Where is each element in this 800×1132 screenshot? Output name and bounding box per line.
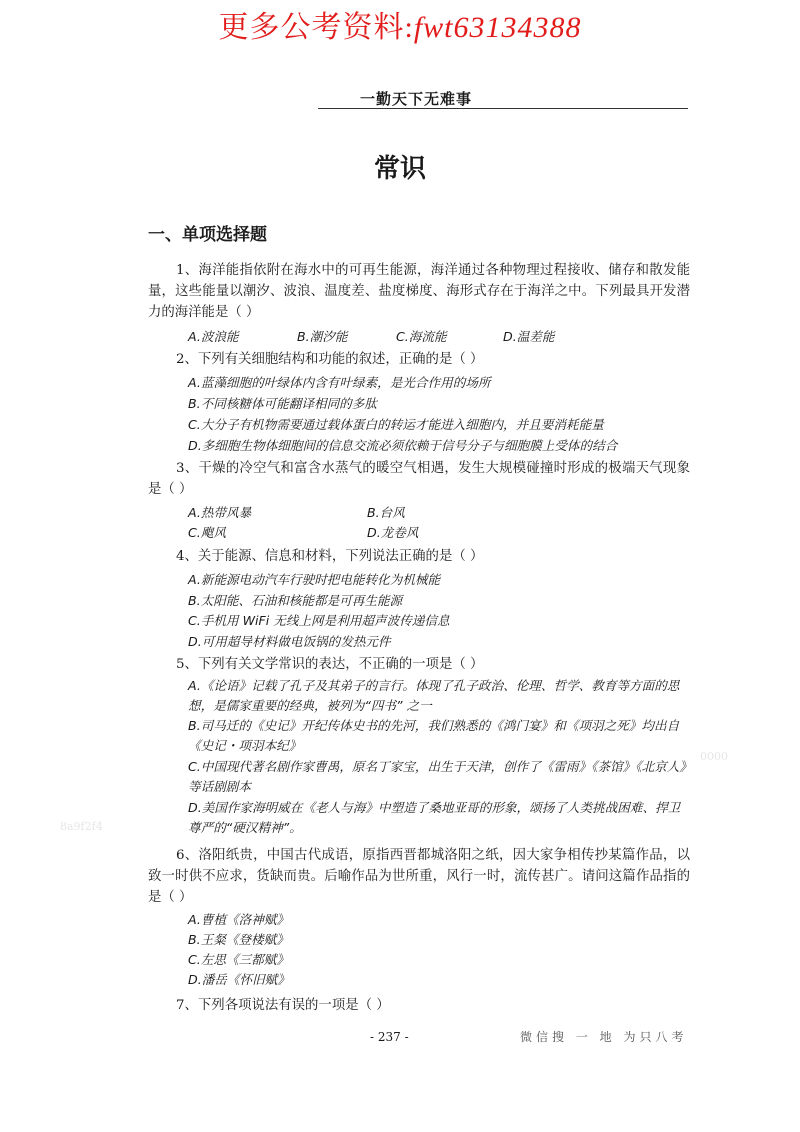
option: A.新能源电动汽车行驶时把电能转化为机械能 (188, 572, 441, 587)
question-6 (148, 845, 690, 908)
option: B.太阳能、石油和核能都是可再生能源 (188, 593, 403, 608)
question-stem: 1、海洋能指依附在海水中的可再生能源，海洋通过各种物理过程接收、储存和散发能量，这些能量以潮汐、波浪、温度差、盐度梯度、海形式存在于海洋之中。下列最具开发潜力的海洋能是（ ） (148, 263, 690, 320)
header-motto: 一勤天下无难事 (360, 90, 473, 108)
question-stem: 3、干燥的冷空气和富含水蒸气的暖空气相遇，发生大规模碰撞时形成的极端天气现象是（ ） (148, 461, 690, 497)
option: C.海流能 (396, 329, 447, 344)
question-stem: 5、下列有关文学常识的表达，不正确的一项是（ ） (176, 657, 484, 672)
option: C.中国现代著名剧作家曹禺，原名丁家宝，出生于天津，创作了《雷雨》《茶馆》《北京人》等话剧剧本 (188, 759, 686, 794)
option: D.龙卷风 (367, 525, 419, 540)
option: C.大分子有机物需要通过载体蛋白的转运才能进入细胞内，并且要消耗能量 (188, 417, 604, 432)
question-stem: 2、下列有关细胞结构和功能的叙述，正确的是（ ） (176, 352, 484, 367)
option: B.王粲《登楼赋》 (188, 932, 289, 947)
option: C.手机用 WiFi 无线上网是利用超声波传递信息 (188, 613, 450, 628)
question-1 (148, 260, 690, 323)
option: B.台风 (367, 505, 405, 520)
option: D.潘岳《怀旧赋》 (188, 972, 290, 987)
question-3 (148, 458, 690, 500)
question-stem: 4、关于能源、信息和材料，下列说法正确的是（ ） (176, 549, 484, 564)
section-heading: 一、单项选择题 (148, 225, 267, 245)
page-title: 常识 (373, 154, 426, 184)
option: A.蓝藻细胞的叶绿体内含有叶绿素，是光合作用的场所 (188, 375, 491, 390)
question-5 (148, 654, 690, 675)
option: D.可用超导材料做电饭锅的发热元件 (188, 634, 391, 649)
option: B.不同核糖体可能翻译相同的多肽 (188, 396, 377, 411)
footer-faint-text: 微信搜 一 地 为只八考 (520, 1030, 688, 1044)
option: C.飑风 (188, 525, 226, 540)
option: B.潮汐能 (297, 329, 348, 344)
question-7 (148, 995, 690, 1016)
banner-prefix: 更多公考资料: (218, 11, 414, 44)
question-stem: 6、洛阳纸贵，中国古代成语，原指西晋都城洛阳之纸，因大家争相传抄某篇作品，以致一时供不应求，货缺而贵。后喻作品为世所重，风行一时，流传甚广。请问这篇作品指的是（ ） (148, 848, 690, 905)
header-rule (318, 108, 688, 109)
option: A.热带风暴 (188, 505, 252, 520)
watermark-text: 0000 (700, 750, 728, 763)
option: C.左思《三都赋》 (188, 952, 289, 967)
question-4 (148, 546, 690, 567)
watermark-text: 8a9f2f4 (60, 820, 103, 833)
option: D.多细胞生物体细胞间的信息交流必须依赖于信号分子与细胞膜上受体的结合 (188, 438, 618, 453)
banner-code: fwt63134388 (413, 11, 582, 44)
option: A.波浪能 (188, 329, 239, 344)
question-stem: 7、下列各项说法有误的一项是（ ） (176, 998, 390, 1013)
option: D.温差能 (503, 329, 555, 344)
question-2 (148, 349, 690, 370)
option: B.司马迁的《史记》开纪传体史书的先河，我们熟悉的《鸿门宴》和《项羽之死》均出自《史记・项羽本纪》 (188, 718, 680, 753)
option: A.《论语》记载了孔子及其弟子的言行。体现了孔子政治、伦理、哲学、教育等方面的思想，是儒家重要的经典，被列为“四书” 之一 (188, 678, 680, 713)
promo-banner (0, 2, 800, 46)
option: D.美国作家海明威在《老人与海》中塑造了桑地亚哥的形象，颂扬了人类挑战困难、捍卫尊严的“硬汉精神”。 (188, 800, 681, 835)
page-number: - 237 - (370, 1030, 409, 1044)
option: A.曹植《洛神赋》 (188, 912, 290, 927)
